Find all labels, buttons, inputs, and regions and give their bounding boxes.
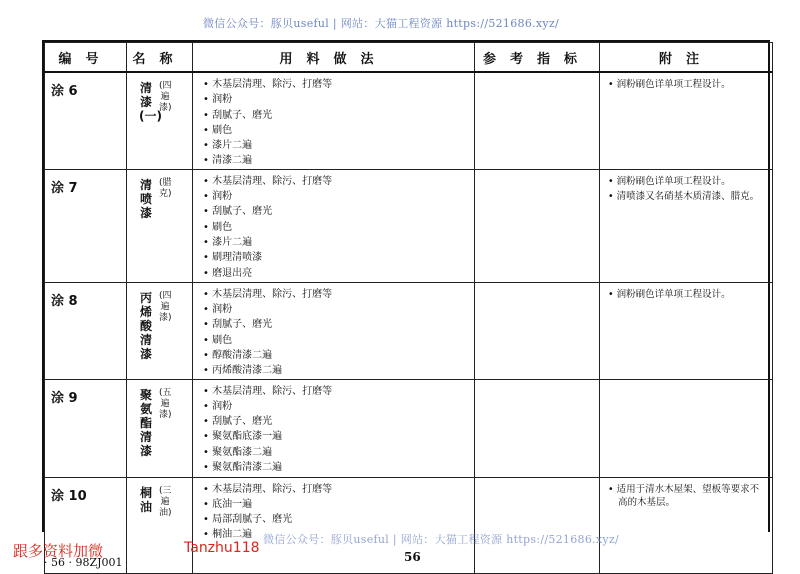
- method-step: • 醇酸清漆二遍: [203, 348, 474, 363]
- row-name-cell: [127, 477, 193, 573]
- row-name-note: (腊克): [159, 177, 172, 199]
- row-name-note: (四遍漆): [159, 290, 172, 323]
- method-step: • 木基层清理、除污、打磨等: [203, 77, 474, 92]
- row-note: • 清喷漆又名硝基木质清漆、腊克。: [608, 190, 768, 203]
- row-note: • 适用于清水木屋架、望板等要求不高的木基层。: [608, 483, 768, 509]
- method-step: • 刮腻子、磨光: [203, 108, 474, 123]
- header-name: 名称: [127, 43, 193, 73]
- row-name-note: (四遍漆): [159, 81, 172, 113]
- method-step: • 润粉: [203, 302, 474, 317]
- method-step: • 木基层清理、除污、打磨等: [203, 287, 474, 302]
- row-reference: [475, 169, 600, 282]
- method-step: • 清漆二遍: [203, 153, 474, 168]
- header-reference: 参考指标: [475, 43, 600, 73]
- method-step: • 润粉: [203, 189, 474, 204]
- row-reference: [475, 477, 600, 573]
- row-name: 聚氨酯清漆: [139, 387, 152, 458]
- method-step: • 丙烯酸清漆二遍: [203, 363, 474, 378]
- row-code: 涂 9: [45, 379, 127, 477]
- row-method-cell: [193, 169, 475, 282]
- method-step: • 漆片二遍: [203, 235, 474, 250]
- row-code: 涂 8: [45, 282, 127, 379]
- watermark-bottom: 微信公众号：豚贝useful | 网站：大猫工程资源 https://521686.xyz/: [263, 533, 620, 546]
- row-method-cell: [193, 379, 475, 477]
- method-step: • 聚氨酯漆二遍: [203, 445, 474, 460]
- table-row: [45, 379, 773, 477]
- method-step: • 刮腻子、磨光: [203, 204, 474, 219]
- table-row: [45, 282, 773, 379]
- method-step: • 刮腻子、磨光: [203, 317, 474, 332]
- row-notes-cell: [600, 72, 773, 169]
- method-steps: [193, 73, 474, 169]
- row-reference: [475, 72, 600, 169]
- row-code: 涂 7: [45, 169, 127, 282]
- header-method: 用料做法: [193, 43, 475, 73]
- row-notes-cell: [600, 477, 773, 573]
- method-step: • 刮腻子、磨光: [203, 414, 474, 429]
- method-steps: [193, 380, 474, 476]
- table-row: [45, 72, 773, 169]
- row-code: 涂 10: [45, 477, 127, 573]
- row-name-cell: [127, 72, 193, 169]
- row-notes-cell: [600, 282, 773, 379]
- method-step: • 木基层清理、除污、打磨等: [203, 174, 474, 189]
- row-name: 桐油: [139, 485, 152, 514]
- method-step: • 局部刮腻子、磨光: [203, 512, 474, 527]
- row-reference: [475, 282, 600, 379]
- row-reference: [475, 379, 600, 477]
- method-step: • 刷色: [203, 123, 474, 138]
- row-method-cell: [193, 282, 475, 379]
- header-notes: 附注: [600, 43, 773, 73]
- row-name: 丙烯酸清漆: [139, 290, 152, 361]
- spec-table: [44, 42, 773, 574]
- table-row: [45, 169, 773, 282]
- red-stamp-text: 跟多资料加微: [13, 542, 104, 560]
- row-method-cell: [193, 72, 475, 169]
- method-step: • 刷色: [203, 333, 474, 348]
- row-notes-cell: [600, 379, 773, 477]
- row-name-cell: [127, 379, 193, 477]
- row-note: • 润粉刷色详单项工程设计。: [608, 175, 768, 188]
- row-notes-cell: [600, 169, 773, 282]
- watermark-top: 微信公众号：豚贝useful | 网站：大猫工程资源 https://521686.xyz/: [203, 17, 560, 30]
- method-step: • 刷色: [203, 220, 474, 235]
- row-name: 清喷漆: [139, 177, 152, 220]
- table-header-row: [45, 43, 773, 73]
- method-step: • 润粉: [203, 92, 474, 107]
- method-steps: [193, 283, 474, 379]
- row-name: 清漆(一): [139, 81, 162, 123]
- header-code: 编号: [45, 43, 127, 73]
- row-code: 涂 6: [45, 72, 127, 169]
- method-step: • 木基层清理、除污、打磨等: [203, 482, 474, 497]
- method-step: • 桐油二遍: [203, 527, 474, 542]
- row-name-note: (三遍油): [159, 485, 172, 518]
- row-note: • 润粉刷色详单项工程设计。: [608, 288, 768, 301]
- method-step: • 聚氨酯底漆一遍: [203, 429, 474, 444]
- row-method-cell: [193, 477, 475, 573]
- method-step: • 木基层清理、除污、打磨等: [203, 384, 474, 399]
- method-steps: [193, 170, 474, 281]
- row-note: • 润粉刷色详单项工程设计。: [608, 78, 768, 91]
- row-name-cell: [127, 282, 193, 379]
- page-number: 56: [404, 550, 421, 564]
- page-code: · 56 · 98ZJ001: [44, 556, 123, 569]
- row-name-cell: [127, 169, 193, 282]
- row-name-note: (五遍漆): [159, 387, 172, 420]
- method-step: • 底油一遍: [203, 497, 474, 512]
- method-step: • 漆片二遍: [203, 138, 474, 153]
- method-step: • 刷理清喷漆: [203, 250, 474, 265]
- red-contact-id: Tanzhu118: [184, 540, 260, 556]
- method-step: • 磨退出亮: [203, 266, 474, 281]
- method-step: • 聚氨酯清漆二遍: [203, 460, 474, 475]
- method-step: • 润粉: [203, 399, 474, 414]
